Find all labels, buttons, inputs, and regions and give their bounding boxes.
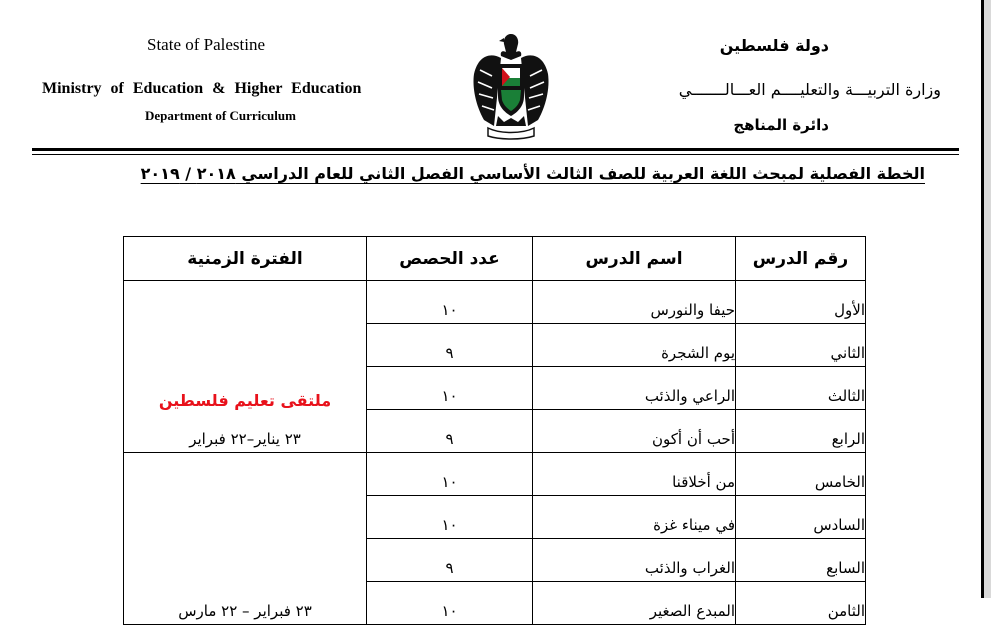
header-lesson-number: رقم الدرس <box>736 237 866 281</box>
lesson-number: الرابع <box>736 410 866 453</box>
lesson-number: الثاني <box>736 324 866 367</box>
class-count: ١٠ <box>367 496 533 539</box>
class-count: ٩ <box>367 324 533 367</box>
header-rule-thin <box>32 154 959 155</box>
lesson-name: الراعي والذئب <box>533 367 736 410</box>
time-period-2 <box>124 453 367 625</box>
header-country-en: State of Palestine <box>147 35 266 54</box>
lesson-name: الغراب والذئب <box>533 539 736 582</box>
lesson-name: في ميناء غزة <box>533 496 736 539</box>
header-rule-thick <box>32 148 959 151</box>
header-department-ar: دائرة المناهج <box>733 116 829 134</box>
lesson-number: الخامس <box>736 453 866 496</box>
page-shadow <box>984 0 991 598</box>
class-count: ١٠ <box>367 281 533 324</box>
class-count: ٩ <box>367 410 533 453</box>
header-country-ar: دولة فلسطين <box>719 36 829 55</box>
lesson-name: حيفا والنورس <box>533 281 736 324</box>
lesson-number: الأول <box>736 281 866 324</box>
header-time-period: الفترة الزمنية <box>124 237 367 281</box>
header-class-count: عدد الحصص <box>367 237 533 281</box>
period-range: ٢٣ يناير–٢٢ فبراير <box>189 430 301 448</box>
header-department-en: Department of Curriculum <box>145 108 296 123</box>
lesson-number: السادس <box>736 496 866 539</box>
table-header-row <box>124 237 866 281</box>
period-range: ٢٣ فبراير – ٢٢ مارس <box>178 602 312 620</box>
header-ministry-en: Ministry of Education & Higher Education <box>42 80 362 97</box>
lesson-number: الثامن <box>736 582 866 625</box>
header-ministry-ar: وزارة التربيـــة والتعليــــم العـــالـــــــي <box>678 80 941 99</box>
lesson-name: أحب أن أكون <box>533 410 736 453</box>
class-count: ١٠ <box>367 367 533 410</box>
lesson-number: الثالث <box>736 367 866 410</box>
lesson-name: من أخلاقنا <box>533 453 736 496</box>
table-row <box>124 453 866 496</box>
lesson-number: السابع <box>736 539 866 582</box>
semester-plan-table <box>123 236 866 625</box>
class-count: ١٠ <box>367 582 533 625</box>
class-count: ١٠ <box>367 453 533 496</box>
time-period-1 <box>124 281 367 453</box>
table-row <box>124 281 866 324</box>
header-lesson-name: اسم الدرس <box>533 237 736 281</box>
document-title: الخطة الفصلية لمبحث اللغة العربية للصف الثالث الأساسي الفصل الثاني للعام الدراسي ٢٠١٨ / ٢٠١٩ <box>140 164 925 183</box>
lesson-name: يوم الشجرة <box>533 324 736 367</box>
forum-label: ملتقى تعليم فلسطين <box>158 391 332 410</box>
class-count: ٩ <box>367 539 533 582</box>
palestine-eagle-emblem-icon <box>470 30 552 142</box>
lesson-name: المبدع الصغير <box>533 582 736 625</box>
